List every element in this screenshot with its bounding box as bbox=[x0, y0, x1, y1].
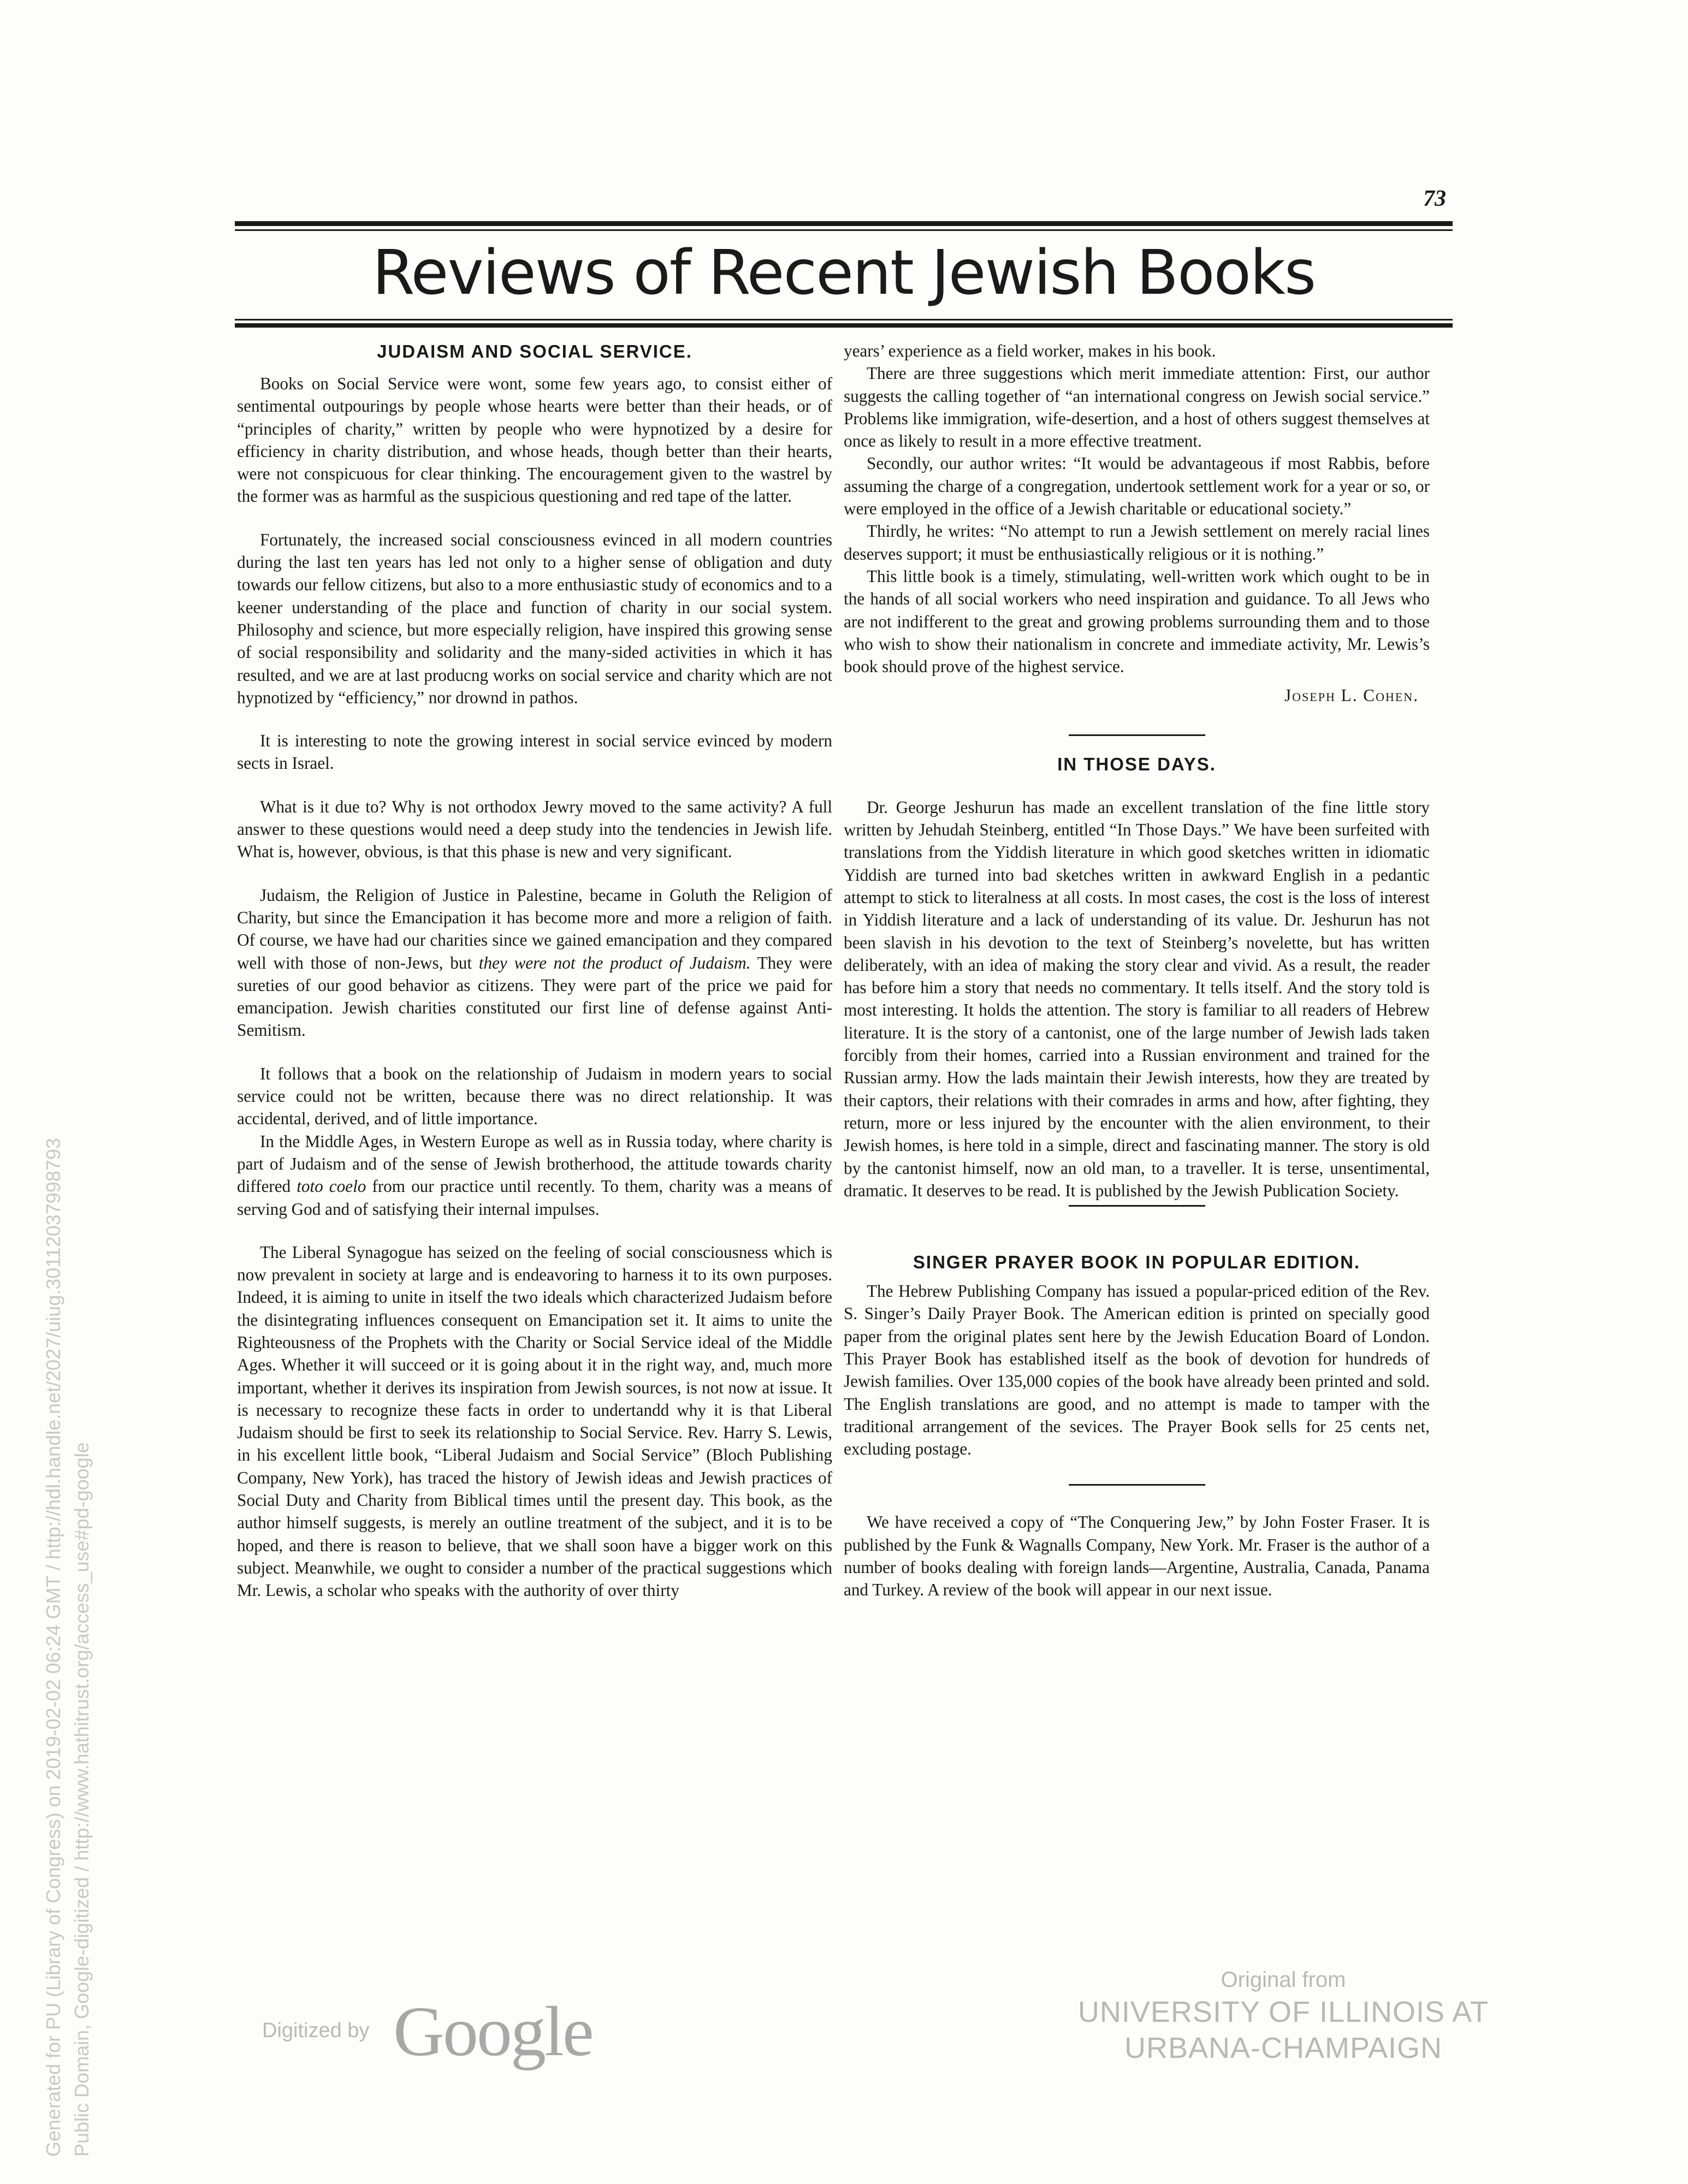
section-heading-in-those-days: IN THOSE DAYS. bbox=[1057, 753, 1216, 774]
paragraph: It follows that a book on the relationship of Judaism in modern years to social service could not be written, because there was no direct relationship. It was accidental, derived, and of little importance. bbox=[237, 1064, 832, 1129]
paragraph: It is interesting to note the growing interest in social service evinced by modern sects in Israel. bbox=[237, 731, 832, 773]
section-heading-singer-prayer-book: SINGER PRAYER BOOK IN POPULAR EDITION. bbox=[913, 1252, 1361, 1273]
section-divider bbox=[1069, 1484, 1205, 1486]
page-number: 73 bbox=[1423, 186, 1446, 211]
paragraph: Secondly, our author writes: “It would be advantageous if most Rabbis, before assuming the charge of a congregation, undertook settlement work for a year or so, or were employed in the office of a Jewish charitable or educational society.” bbox=[844, 454, 1430, 519]
page-title: Reviews of Recent Jewish Books bbox=[372, 238, 1316, 308]
paragraph: We have received a copy of “The Conquering Jew,” by John Foster Fraser. It is published by the Funk & Wagnalls Company, New York. Mr. Fraser is the author of a number of books dealing with foreign lands—Argentine, Australia, Canada, Panama and Turkey. A review of the book will appear in our next issue. bbox=[844, 1512, 1430, 1600]
top-rule-thin bbox=[235, 229, 1453, 231]
original-from-mark bbox=[1038, 1966, 1529, 2066]
title-rule-thin bbox=[235, 319, 1453, 321]
italic-phrase: toto coelo bbox=[297, 1177, 366, 1196]
original-from-label: Original from bbox=[1221, 1968, 1346, 1992]
italic-phrase: they were not the product of Judaism. bbox=[478, 953, 751, 972]
paragraph: There are three suggestions which merit immediate attention: First, our author suggests the calling together of “an international congress on Jewish social service.” Problems like immigration, wife-desertion, and a host of others suggest themselves at once as likely to result in a more effective treatment. bbox=[844, 364, 1430, 451]
paragraph-text: In the Middle Ages, in Western Europe as well as in Russia today, where charity is part of Judaism and of the sense of Jewish brotherhood, the attitude towards charity differed bbox=[237, 1131, 832, 1196]
paragraph: Dr. George Jeshurun has made an excellent translation of the fine little story written by Jehudah Steinberg, entitled “In Those Days.” We have been surfeited with translations from the Yiddish literature in which good sketches written in idiomatic Yiddish are turned into bad sketches written in awkward English in a pedantic attempt to stick to literalness at all costs. In most cases, the cost is the loss of interest in Yiddish literature and a lack of understanding of its value. Dr. Jeshurun has not been slavish in his devotion to the text of Steinberg’s novelette, but has written deliberately, with an idea of making the story clear and vivid. As a result, the reader has before him a story that needs no commentary. It tells itself. And the story told is most interesting. It holds the attention. The story is familiar to all readers of Hebrew literature. It is the story of a cantonist, one of the large number of Jewish lads taken forcibly from their homes, carried into a Russian environment and trained for the Russian army. How the lads maintain their Jewish interests, how they are treated by their captors, their relations with their comrades in arms and how, after fighting, they return, more or less injured by the encounter with the alien environment, to their Jewish homes, is here told in a simple, direct and fascinating manner. The story is old by the cantonist himself, now an old man, to a traveller. It is terse, unsentimental, dramatic. It deserves to be read. It is published by the Jewish Publication Society. bbox=[844, 797, 1430, 1200]
section-divider bbox=[1069, 1205, 1205, 1207]
google-logo: Google bbox=[393, 1992, 593, 2071]
author-signature: Joseph L. Cohen. bbox=[1284, 686, 1419, 705]
section-heading-judaism-social-service: JUDAISM AND SOCIAL SERVICE. bbox=[377, 341, 692, 361]
paragraph-text: Judaism, the Religion of Justice in Palestine, became in Goluth the Religion of Charity, but since the Emancipation it has become more and more a religion of faith. Of course, we have had our charities since we gained emancipation and they compared well with those of non-Jews, but bbox=[237, 885, 832, 972]
paragraph: What is it due to? Why is not orthodox Jewry moved to the same activity? A full answer to these questions would need a deep study into the tendencies in Jewish life. What is, however, obvious, is that this phase is new and very significant. bbox=[237, 797, 832, 862]
paragraph: Fortunately, the increased social consciousness evinced in all modern countries during the last ten years has led not only to a higher sense of obligation and duty towards our fellow citizens, but also to a more enthusiastic study of economics and to a keener understanding of the place and function of charity in our social system. Philosophy and science, but more especially religion, have inspired this growing sense of social responsibility and solidarity and the many-sided activities in which it has resulted, and we are at last producng works on social service and charity which are not hypnotized by “efficiency,” nor drownd in pathos. bbox=[237, 530, 832, 707]
digitized-by-label: Digitized by bbox=[262, 2019, 370, 2042]
top-rule-thick bbox=[235, 221, 1453, 226]
paragraph: Thirdly, he writes: “No attempt to run a Jewish settlement on merely racial lines deserves support; it must be enthusiastically religious or it is nothing.” bbox=[844, 521, 1430, 563]
paragraph bbox=[237, 1130, 832, 1220]
section-divider bbox=[1069, 734, 1205, 736]
paragraph bbox=[237, 884, 832, 1042]
paragraph-text: They were sureties of our good behavior as citizens. They were part of the price we paid for emancipation. Jewish charities constituted our first line of defense against Anti-Semitism. bbox=[237, 953, 832, 1040]
title-rule-thick bbox=[235, 323, 1453, 328]
watermark-line2: Public Domain, Google-digitized / http://www.hathitrust.org/access_use#pd-google bbox=[70, 1442, 93, 2157]
hathitrust-watermark bbox=[39, 682, 96, 2157]
right-column bbox=[844, 340, 1430, 1601]
left-column bbox=[237, 340, 832, 1602]
university-name-line1: UNIVERSITY OF ILLINOIS AT bbox=[1077, 1996, 1489, 2028]
paragraph: The Hebrew Publishing Company has issued a popular-priced edition of the Rev. S. Singer’s Daily Prayer Book. The American edition is printed on specially good paper from the original plates sent here by the Jewish Education Board of London. This Prayer Book has established itself as the book of devotion for hundreds of Jewish families. Over 135,000 copies of the book have already been printed and sold. The English translations are good, and no attempt is made to tamper with the traditional arrangement of the sevices. The Prayer Book sells for 25 cents net, excluding postage. bbox=[844, 1281, 1430, 1459]
paragraph-continuation: years’ experience as a field worker, makes in his book. bbox=[844, 341, 1216, 360]
paragraph-text: from our practice until recently. To them, charity was a means of serving God and of satisfying their internal impulses. bbox=[237, 1177, 832, 1219]
university-name-line2: URBANA-CHAMPAIGN bbox=[1124, 2032, 1443, 2064]
paragraph: The Liberal Synagogue has seized on the feeling of social consciousness which is now prevalent in society at large and is endeavoring to harness it to its own purposes. Indeed, it is aiming to unite in itself the two ideals which characterized Judaism before the disintegrating influences consequent on Emancipation set it. It aims to unite the Righteousness of the Prophets with the Charity or Social Service ideal of the Middle Ages. Whether it will succeed or it is going about it in the right way, and, much more important, whether it derives its inspiration from Jewish sources, is not now at issue. It is necessary to recognize these facts in order to undertandd why it is that Liberal Judaism should be first to seek its relationship to Social Service. Rev. Harry S. Lewis, in his excellent little book, “Liberal Judaism and Social Service” (Bloch Publishing Company, New York), has traced the history of Jewish ideas and Jewish practices of Social Duty and Charity from Biblical times until the present day. This book, as the author himself suggests, is merely an outline treatment of the subject, and it is to be hoped, and there is reason to believe, that we shall soon have a bigger work on this subject. Meanwhile, we ought to consider a number of the practical suggestions which Mr. Lewis, a scholar who speaks with the authority of over thirty bbox=[237, 1242, 832, 1600]
watermark-line1: Generated for PU (Library of Congress) on 2019-02-02 06:24 GMT / http://hdl.handle.net/2027/uiug.30112037998793 bbox=[42, 1138, 64, 2157]
digitized-by-google-mark bbox=[262, 1992, 601, 2071]
paragraph: Books on Social Service were wont, some few years ago, to consist either of sentimental outpourings by people whose hearts were better than their heads, or of “principles of charity,” written by people who were hypnotized by a desire for efficiency in charity distribution, and whose heads, though better than their hearts, were not conspicuous for clear thinking. The encouragement given to the wastrel by the former was as harmful as the suspicious questioning and red tape of the latter. bbox=[237, 374, 832, 506]
paragraph: This little book is a timely, stimulating, well-written work which ought to be in the hands of all social workers who need inspiration and guidance. To all Jews who are not indifferent to the great and growing problems surrounding them and to those who wish to show their nationalism in concrete and immediate activity, Mr. Lewis’s book should prove of the highest service. bbox=[844, 566, 1430, 676]
